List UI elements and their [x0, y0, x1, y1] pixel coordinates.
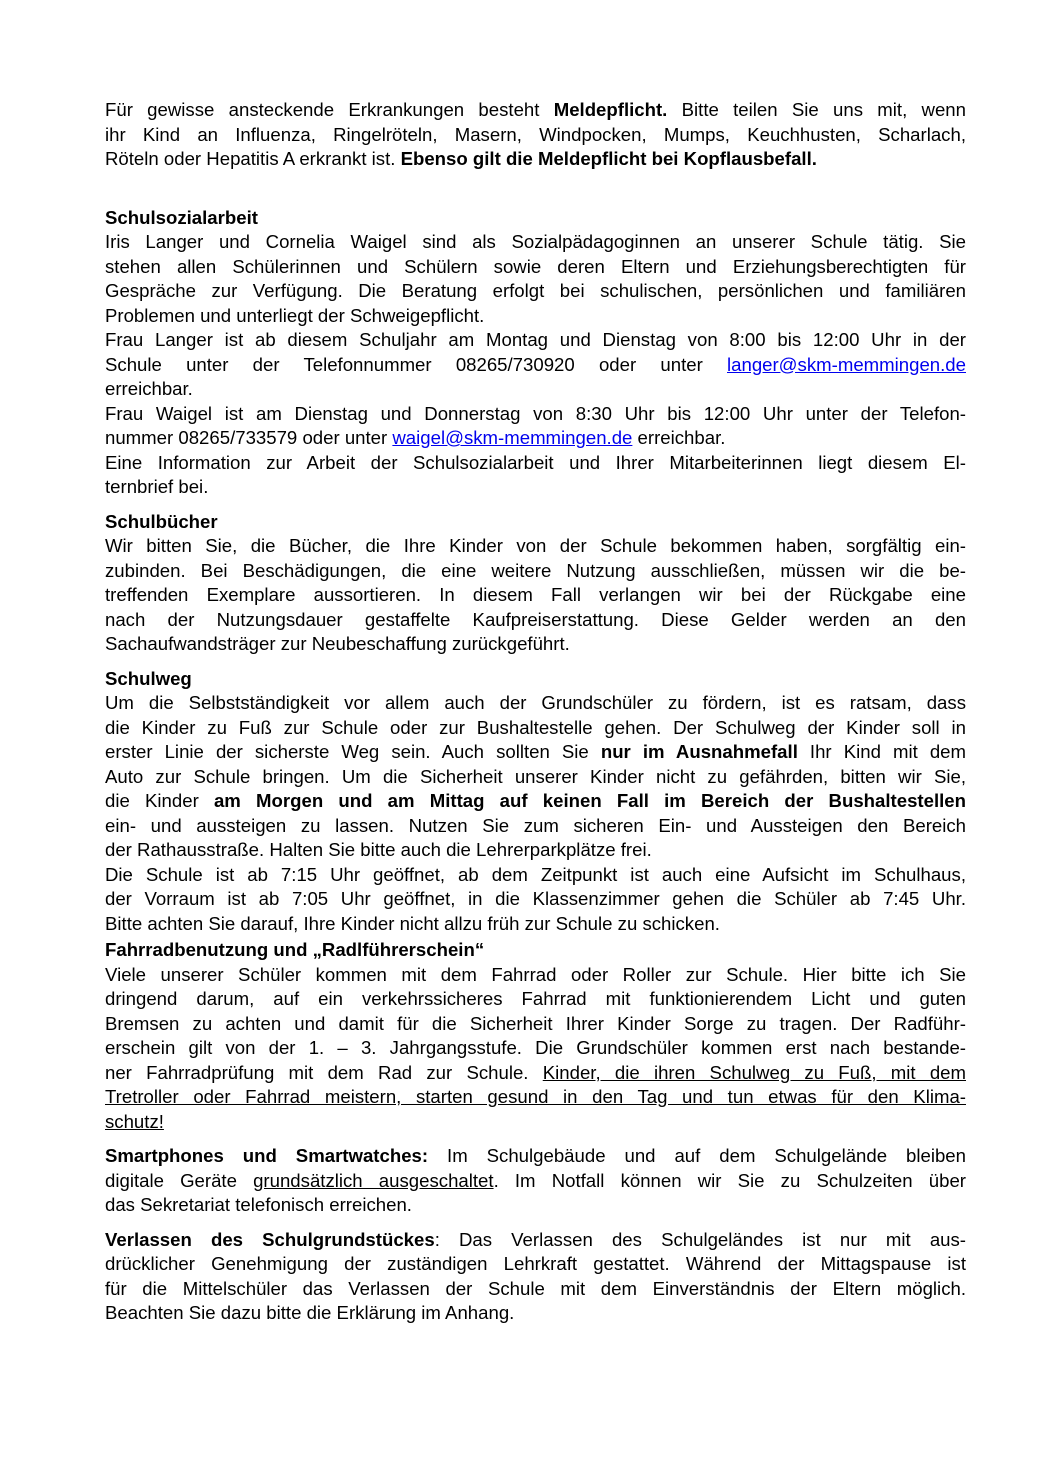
- section-heading: Fahrradbenutzung und „Radlführerschein“: [105, 939, 485, 960]
- intro-paragraph: Für gewisse ansteckende Erkrankungen besteht Meldepflicht. Bitte teilen Sie uns mit, wenn ihr Kind an Influenza, Ringelröteln, Masern, Windpocken, Mumps, Keuchhusten, Scharlach, Röteln oder Hepatitis A erkrankt ist. Ebenso gilt die Meldepflicht bei Kopflausbefall.: [105, 99, 966, 169]
- section-heading: Schulsozialarbeit: [105, 206, 258, 228]
- kopflaus-bold: Ebenso gilt die Meldepflicht bei Kopflausbefall.: [400, 148, 817, 169]
- section-schulsozialarbeit: Schulsozialarbeit Iris Langer und Cornelia Waigel sind als Sozialpädagoginnen an unserer Schule tätig. Sie stehen allen Schülerinnen und Schülern sowie deren Eltern und Erziehungsberechtigten für Gespräche zur Verfügung. Die Beratung erfolgt bei schulischen, persönlichen und familiären Problemen und unterliegt der Schweigepflicht. Frau Langer ist ab diesem Schuljahr am Montag und Dienstag von 8:00 bis 12:00 Uhr in der Schule unter der Telefonnummer 08265/730920 oder unter langer@skm-memmingen.de erreichbar. Frau Waigel ist am Dienstag und Donnerstag von 8:30 Uhr bis 12:00 Uhr unter der Telefon- nummer 08265/733579 oder unter waigel@skm-memmingen.de erreichbar. Eine Information zur Arbeit der Schulsozialarbeit und Ihrer Mitarbeiterinnen liegt diesem El- ternbrief bei.: [105, 206, 966, 497]
- section-schulweg: Schulweg Um die Selbstständigkeit vor allem auch der Grundschüler zu fördern, ist es ratsam, dass die Kinder zu Fuß zur Schule oder zur Bushaltestelle gehen. Der Schulweg der Kinder soll in erster Linie der sicherste Weg sein. Auch sollten Sie nur im Ausnahmefall Ihr Kind mit dem Auto zur Schule bringen. Um die Sicherheit unserer Kinder nicht zu gefährden, bitten wir Sie, die Kinder am Morgen und am Mittag auf keinen Fall im Bereich der Bushaltestellen ein- und aussteigen zu lassen. Nutzen Sie zum sicheren Ein- und Aussteigen den Bereich der Rathausstraße. Halten Sie bitte auch die Lehrerparkplätze frei. Die Schule ist ab 7:15 Uhr geöffnet, ab dem Zeitpunkt ist auch eine Aufsicht im Schulhaus, der Vorraum ist ab 7:05 Uhr geöffnet, in die Klassenzimmer gehen die Schüler ab 7:45 Uhr. Bitte achten Sie darauf, Ihre Kinder nicht allzu früh zur Schule zu schicken.: [105, 667, 966, 934]
- waigel-email-link[interactable]: waigel@skm-memmingen.de: [392, 427, 633, 448]
- document-page: [105, 98, 966, 1326]
- section-verlassen: Verlassen des Schulgrundstückes: Das Verlassen des Schulgeländes ist nur mit aus- drücklicher Genehmigung der zuständigen Lehrkraft gestattet. Während der Mittagspause ist für die Mittelschüler das Verlassen der Schule mit dem Einverständnis der Eltern möglich. Beachten Sie dazu bitte die Erklärung im Anhang.: [105, 1228, 966, 1323]
- section-fahrrad: Fahrradbenutzung und „Radlführerschein“ Viele unserer Schüler kommen mit dem Fahrrad oder Roller zur Schule. Hier bitte ich Sie dringend darum, auf ein verkehrssicheres Fahrrad mit funktionierendem Licht und guten Bremsen zu achten und damit für die Sicherheit Ihrer Kinder Sorge zu tragen. Der Radführ- erschein gilt von der 1. – 3. Jahrgangsstufe. Die Grundschüler kommen erst nach bestande- ner Fahrradprüfung mit dem Rad zur Schule. Kinder, die ihren Schulweg zu Fuß, mit dem Tretroller oder Fahrrad meistern, starten gesund in den Tag und tun etwas für den Klima- schutz!: [105, 939, 966, 1132]
- section-heading: Verlassen des Schulgrundstückes: [105, 1228, 435, 1250]
- section-schulbuecher: Schulbücher Wir bitten Sie, die Bücher, die Ihre Kinder von der Schule bekommen haben, sorgfältig ein- zubinden. Bei Beschädigungen, die eine weitere Nutzung ausschließen, müssen wir die be- treffenden Exemplare aussortieren. In diesem Fall verlangen wir bei der Rückgabe eine nach der Nutzungsdauer gestaffelte Kaufpreiserstattung. Diese Gelder werden an den Sachaufwandsträger zur Neubeschaffung zurückgeführt.: [105, 510, 966, 654]
- section-heading: Schulbücher: [105, 510, 218, 532]
- langer-email-link[interactable]: langer@skm-memmingen.de: [727, 353, 966, 375]
- section-heading: Schulweg: [105, 667, 192, 689]
- section-heading: Smartphones und Smartwatches:: [105, 1145, 429, 1166]
- section-smartphones: Smartphones und Smartwatches: Im Schulgebäude und auf dem Schulgelände bleiben digitale Geräte grundsätzlich ausgeschaltet. Im Notfall können wir Sie zu Schulzeiten über das Sekretariat telefonisch erreichen.: [105, 1145, 966, 1215]
- meldepflicht-bold: Meldepflicht.: [553, 99, 668, 120]
